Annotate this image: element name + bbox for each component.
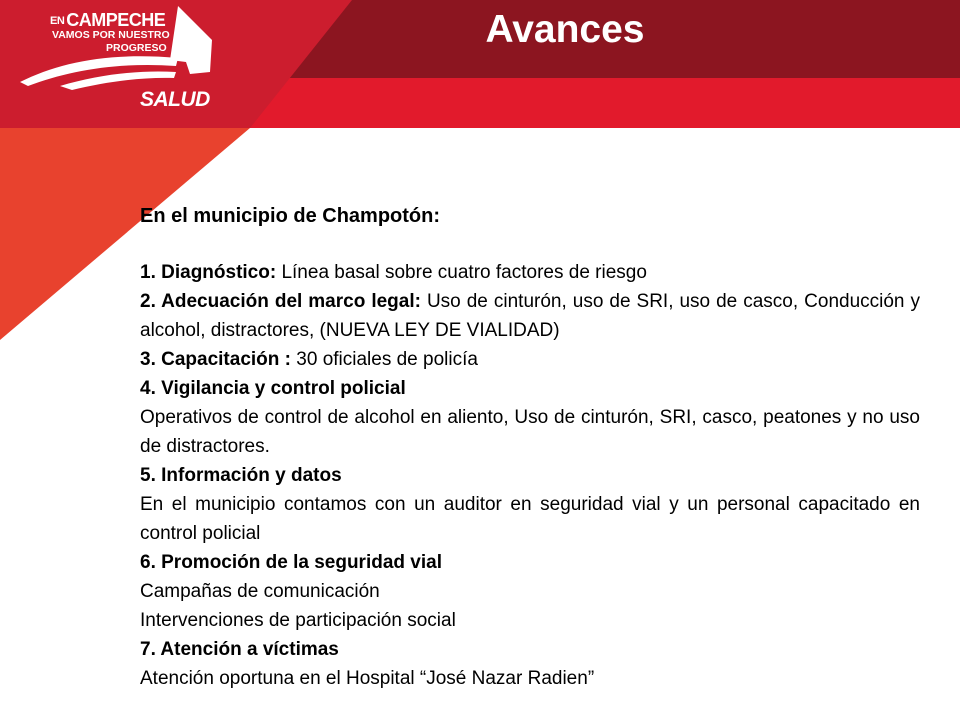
content-heading: En el municipio de Champotón: (140, 205, 440, 227)
list-item-6-text-2: Intervenciones de participación social (140, 610, 456, 631)
list-item-7-text: Atención oportuna en el Hospital “José Nazar Radien” (140, 668, 595, 689)
list-item-5-label: 5. Información y datos (140, 465, 342, 486)
list-item-4-text: Operativos de control de alcohol en aliento, Uso de cinturón, SRI, casco, peatones y no uso de distractores. (140, 407, 920, 457)
list-item-7-label: 7. Atención a víctimas (140, 639, 339, 660)
list-item-6-label: 6. Promoción de la seguridad vial (140, 552, 442, 573)
list-item-5-text: En el municipio contamos con un auditor en seguridad vial y un personal capacitado en control policial (140, 494, 920, 544)
logo-line-3: PROGRESO (106, 42, 167, 54)
list-item-1: 1. Diagnóstico: Línea basal sobre cuatro factores de riesgo (140, 262, 647, 283)
logo-line-1: EN CAMPECHE (50, 10, 166, 30)
slide-content (140, 202, 920, 693)
list-item-4-label: 4. Vigilancia y control policial (140, 378, 406, 399)
list-item-6-text-1: Campañas de comunicación (140, 581, 380, 602)
list-item-2: 2. Adecuación del marco legal: Uso de cinturón, uso de SRI, uso de casco, Conducción y alcohol, distractores, (NUEVA LEY DE VIALIDAD) (140, 291, 920, 341)
logo-line-2: VAMOS POR NUESTRO (52, 29, 170, 41)
logo (0, 0, 260, 125)
page-title: Avances (485, 8, 645, 51)
logo-salud: SALUD (140, 88, 210, 111)
list-item-3: 3. Capacitación : 30 oficiales de policía (140, 349, 478, 370)
